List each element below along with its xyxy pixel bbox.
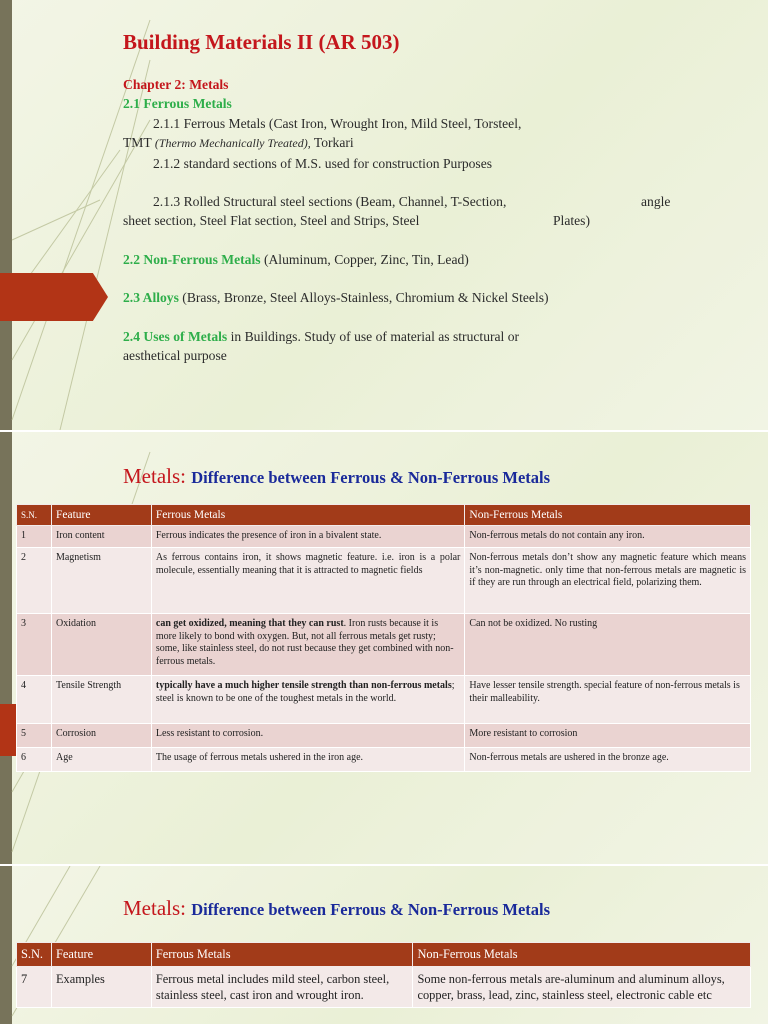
cell-feature: Iron content <box>51 526 151 548</box>
section-2-1-1-line1: 2.1.1 Ferrous Metals (Cast Iron, Wrought Iron, Mild Steel, Torsteel, <box>153 115 522 131</box>
header-feature: Feature <box>51 943 151 967</box>
s23-text: (Brass, Bronze, Steel Alloys-Stainless, Chromium & Nickel Steels) <box>178 290 549 306</box>
cell-feature: Tensile Strength <box>51 676 151 724</box>
cell-ferrous <box>151 614 465 676</box>
ferrous-text: Ferrous indicates the presence of iron in a bivalent state. <box>155 530 382 541</box>
slide-3 <box>0 866 768 1024</box>
cell-sn: 5 <box>17 724 52 748</box>
header-ferrous: Ferrous Metals <box>151 505 465 526</box>
chapter-outline <box>123 75 693 365</box>
s213-a-right: angle <box>641 194 671 210</box>
s23-head: 2.3 Alloys <box>123 290 179 306</box>
section-2-2 <box>123 250 693 269</box>
header-nonferrous: Non-Ferrous Metals <box>413 943 751 967</box>
cell-ferrous <box>151 724 465 748</box>
section-2-1-1-line2 <box>123 133 693 153</box>
title-word: Metals: <box>123 464 186 488</box>
cell-feature: Age <box>51 748 151 772</box>
table-row <box>17 548 751 614</box>
header-sn: S.N. <box>17 943 52 967</box>
ferrous-text: As ferrous contains iron, it shows magnetic feature. i.e. iron is a polar molecule, essentially meaning that it is attracted to magnetic fields <box>155 552 461 576</box>
section-2-1: 2.1 Ferrous Metals <box>123 96 232 112</box>
cell-sn: 7 <box>17 967 52 1008</box>
table-row <box>17 614 751 676</box>
s24-text-a: in Buildings. Study of use of material as structural or <box>227 328 520 344</box>
table-row <box>17 724 751 748</box>
cell-sn: 1 <box>17 526 52 548</box>
chapter-heading: Chapter 2: Metals <box>123 77 229 92</box>
s213-a: 2.1.3 Rolled Structural steel sections (Beam, Channel, T-Section, <box>153 194 507 210</box>
ferrous-text: ; steel is known to be one of the toughest metals in the world. <box>155 680 455 704</box>
table-header <box>17 943 751 967</box>
table-row <box>17 676 751 724</box>
tmt-text: TMT <box>123 135 155 151</box>
s22-head: 2.2 Non-Ferrous Metals <box>123 251 261 267</box>
slide-1 <box>0 0 768 430</box>
cell-feature: Corrosion <box>51 724 151 748</box>
section-arrow <box>0 273 108 321</box>
section-2-1-3-line1 <box>123 192 693 211</box>
slide-2 <box>0 432 768 864</box>
cell-feature: Magnetism <box>51 548 151 614</box>
subtitle: Difference between Ferrous & Non-Ferrous Metals <box>191 900 551 919</box>
tmt-italic: (Thermo Mechanically Treated), <box>154 136 311 151</box>
header-sn: S.N. <box>17 505 52 526</box>
ferrous-bold: typically have a much higher tensile strength than non-ferrous metals <box>155 680 452 691</box>
subtitle: Difference between Ferrous & Non-Ferrous Metals <box>191 468 551 487</box>
table-row <box>17 526 751 548</box>
course-title: Building Materials II (AR 503) <box>123 30 400 54</box>
comparison-table <box>16 942 751 1008</box>
table-row <box>17 748 751 772</box>
s24-head: 2.4 Uses of Metals <box>123 328 228 344</box>
cell-sn: 3 <box>17 614 52 676</box>
cell-nonferrous: Have lesser tensile strength. special feature of non-ferrous metals is their malleability. <box>465 676 751 724</box>
ferrous-text: Less resistant to corrosion. <box>155 728 264 739</box>
s24-text-b: aesthetical purpose <box>123 348 227 364</box>
header-ferrous: Ferrous Metals <box>151 943 413 967</box>
ferrous-text: The usage of ferrous metals ushered in the iron age. <box>155 752 364 763</box>
cell-nonferrous: Non-ferrous metals do not contain any iron. <box>465 526 751 548</box>
section-2-3 <box>123 288 693 307</box>
cell-ferrous <box>151 676 465 724</box>
cell-ferrous <box>151 748 465 772</box>
cell-feature: Oxidation <box>51 614 151 676</box>
cell-nonferrous: Non-ferrous metals don’t show any magnetic feature which means it’s non-magnetic. only time that non-ferrous metals are magnetic is if they are run through an electrical field, polarizing them. <box>465 548 751 614</box>
torkari-text: Torkari <box>310 135 354 151</box>
section-2-4 <box>123 327 693 366</box>
side-tab <box>0 704 16 756</box>
header-nonferrous: Non-Ferrous Metals <box>465 505 751 526</box>
cell-ferrous: Ferrous metal includes mild steel, carbon steel, stainless steel, cast iron and wrought iron. <box>151 967 413 1008</box>
cell-sn: 6 <box>17 748 52 772</box>
cell-nonferrous: Can not be oxidized. No rusting <box>465 614 751 676</box>
title-word: Metals: <box>123 896 186 920</box>
ferrous-text: . Iron rusts because it is more likely to bond with oxygen. But, not all ferrous metals get rusty; some, like stainless steel, do not rust because they get combined with non-ferrous metals. <box>155 618 454 667</box>
s22-text: (Aluminum, Copper, Zinc, Tin, Lead) <box>260 251 469 267</box>
section-2-1-3-line2 <box>123 211 693 230</box>
cell-feature: Examples <box>51 967 151 1008</box>
cell-sn: 4 <box>17 676 52 724</box>
table-header <box>17 505 751 526</box>
s213-b: sheet section, Steel Flat section, Steel and Strips, Steel <box>123 213 420 229</box>
slide-title <box>123 464 550 489</box>
s213-b-right: Plates) <box>553 213 590 229</box>
section-2-1-2: 2.1.2 standard sections of M.S. used for construction Purposes <box>153 155 493 171</box>
header-feature: Feature <box>51 505 151 526</box>
cell-ferrous <box>151 548 465 614</box>
cell-nonferrous: Some non-ferrous metals are-aluminum and aluminum alloys, copper, brass, lead, zinc, stainless steel, electronic cable etc <box>413 967 751 1008</box>
comparison-table <box>16 504 751 772</box>
table-row <box>17 967 751 1008</box>
slide-title <box>123 896 550 921</box>
cell-ferrous <box>151 526 465 548</box>
cell-sn: 2 <box>17 548 52 614</box>
cell-nonferrous: Non-ferrous metals are ushered in the bronze age. <box>465 748 751 772</box>
ferrous-bold: can get oxidized, meaning that they can rust <box>155 618 344 629</box>
cell-nonferrous: More resistant to corrosion <box>465 724 751 748</box>
